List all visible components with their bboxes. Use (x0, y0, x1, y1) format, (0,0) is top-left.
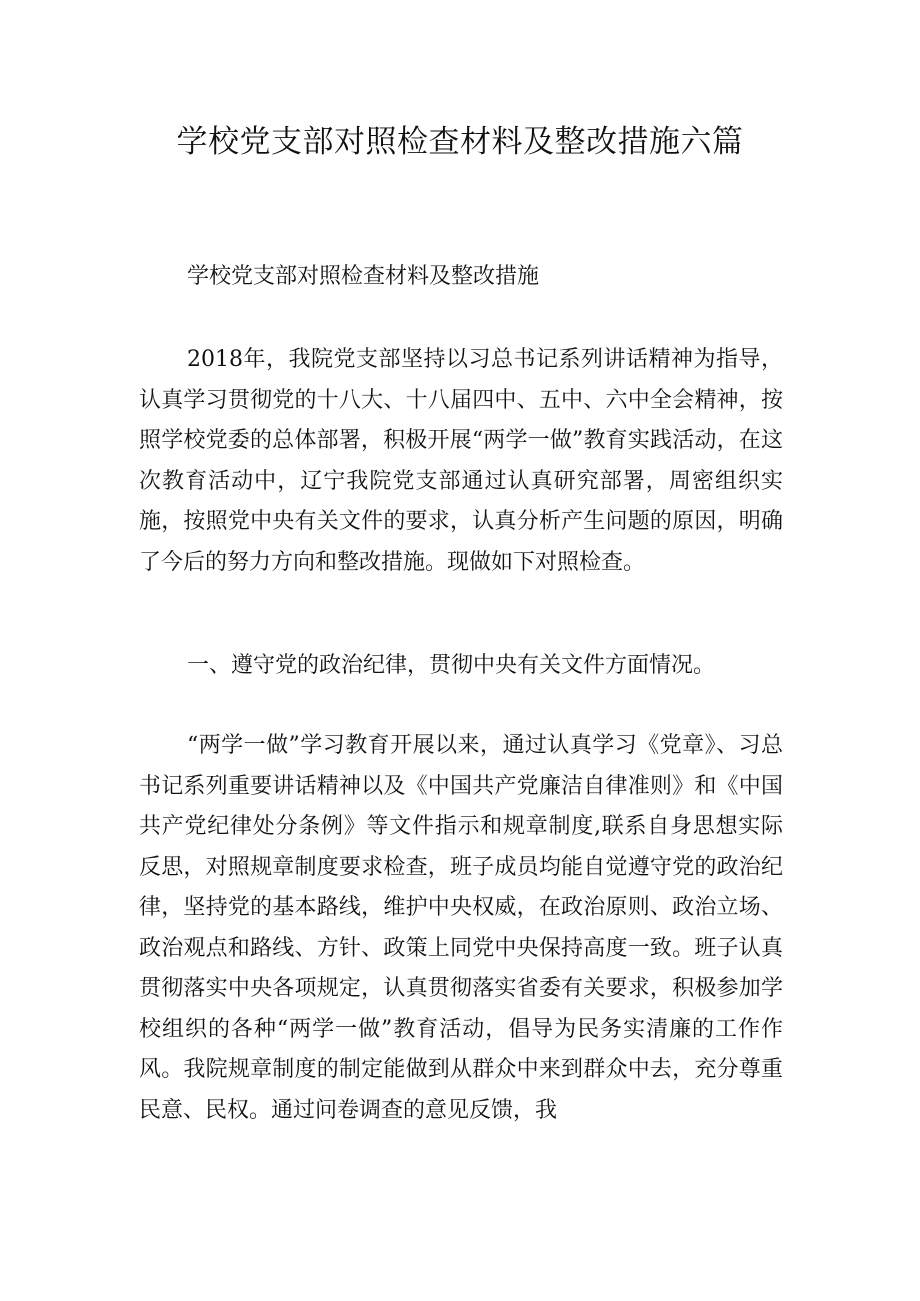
body-paragraph-1: 2018年，我院党支部坚持以习总书记系列讲话精神为指导，认真学习贯彻党的十八大、十八届四中、五中、六中全会精神，按照学校党委的总体部署，积极开展“两学一做”教育实践活动，在这次教育活动中，辽宁我院党支部通过认真研究部署，周密组织实施，按照党中央有关文件的要求，认真分析产生问题的原因，明确了今后的努力方向和整改措施。现做如下对照检查。 (139, 347, 783, 575)
section-heading-1: 一、遵守党的政治纪律，贯彻中央有关文件方面情况。 (187, 653, 716, 678)
body-paragraph-2: “两学一做”学习教育开展以来，通过认真学习《党章》、习总书记系列重要讲话精神以及《中国共产党廉洁自律准则》和《中国共产党纪律处分条例》等文件指示和规章制度,联系自身思想实际反思，对照规章制度要求检查，班子成员均能自觉遵守党的政治纪律，坚持党的基本路线，维护中央权威，在政治原则、政治立场、政治观点和路线、方针、政策上同党中央保持高度一致。班子认真贯彻落实中央各项规定，认真贯彻落实省委有关要求，积极参加学校组织的各种“两学一做”教育活动，倡导为民务实清廉的工作作风。我院规章制度的制定能做到从群众中来到群众中去，充分尊重民意、民权。通过问卷调查的意见反馈，我 (139, 733, 783, 1123)
document-subtitle: 学校党支部对照检查材料及整改措施 (187, 264, 540, 289)
document-title: 学校党支部对照检查材料及整改措施六篇 (176, 124, 744, 160)
